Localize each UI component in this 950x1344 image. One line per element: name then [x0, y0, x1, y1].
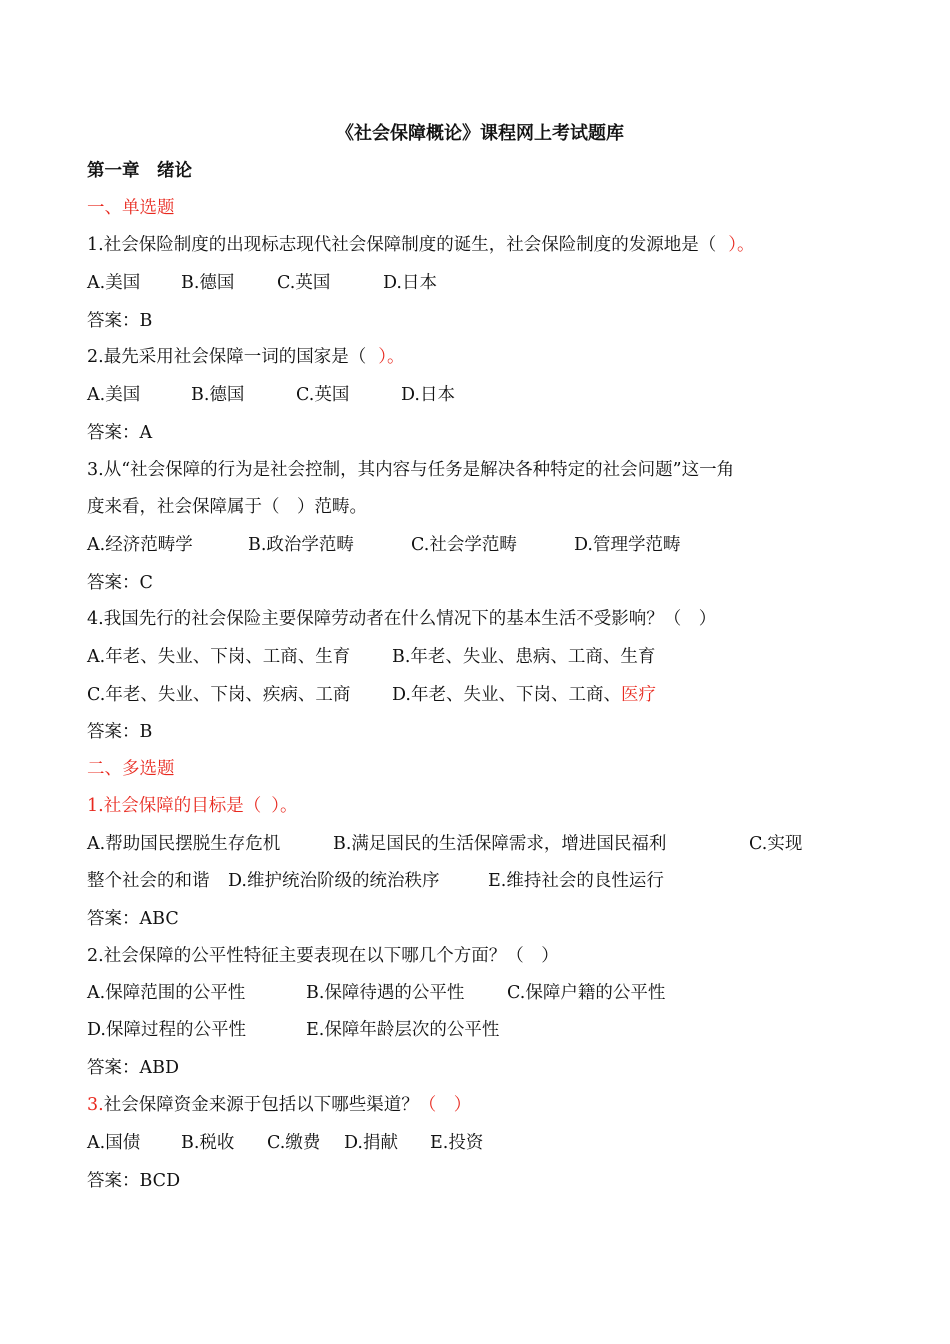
- multi-question-3-answer: 答案：BCD: [87, 1171, 181, 1191]
- option-d: D.捐献: [344, 1133, 398, 1153]
- option-d: D.管理学范畴: [574, 535, 681, 555]
- option-b: B.德国: [181, 273, 235, 293]
- multi-question-1-answer: 答案：ABC: [87, 909, 179, 929]
- option-d: D.维护统治阶级的统治秩序: [228, 871, 440, 891]
- option-b: B.德国: [191, 385, 245, 405]
- multi-question-3-stem: 社会保障资金来源于包括以下哪些渠道？: [103, 1095, 419, 1115]
- question-4-text: 4.我国先行的社会保险主要保障劳动者在什么情况下的基本生活不受影响？（ ）: [87, 609, 717, 629]
- multi-question-3-text: [87, 1093, 830, 1117]
- multi-question-3-paren: （ ）: [418, 1095, 472, 1115]
- question-1-answer: 答案：B: [87, 311, 153, 331]
- multi-question-1-stem: 1.社会保障的目标是（: [87, 796, 262, 816]
- question-1-text: [87, 233, 830, 257]
- option-e: E.投资: [430, 1133, 484, 1153]
- chapter-heading: 第一章 绪论: [87, 161, 192, 181]
- multi-question-1-text: [87, 794, 830, 818]
- option-d: [392, 683, 656, 707]
- option-c-start: C.实现: [749, 834, 803, 854]
- option-c: C.保障户籍的公平性: [507, 983, 666, 1003]
- document-title: 《社会保障概论》课程网上考试题库: [336, 123, 624, 144]
- option-a: A.国债: [87, 1133, 141, 1153]
- option-a: A.保障范围的公平性: [87, 983, 246, 1003]
- option-a: A.美国: [87, 385, 141, 405]
- section-heading-multiple-choice: 二、多选题: [87, 759, 175, 779]
- question-1-stem-end: ）。: [728, 235, 755, 255]
- option-c: C.年老、失业、下岗、疾病、工商: [87, 685, 351, 705]
- question-2-answer: 答案：A: [87, 423, 153, 443]
- option-a: A.经济范畴学: [87, 535, 193, 555]
- option-c-end: 整个社会的和谐: [87, 871, 210, 891]
- multi-question-1-stem-end: ）。: [271, 796, 298, 816]
- question-3-text-line2: 度来看，社会保障属于（ ）范畴。: [87, 497, 367, 517]
- option-c: C.缴费: [267, 1133, 321, 1153]
- question-3-text-line1: 3.从“社会保障的行为是社会控制，其内容与任务是解决各种特定的社会问题”这一角: [87, 460, 735, 480]
- multi-question-2-answer: 答案：ABD: [87, 1058, 180, 1078]
- option-b: B.税收: [181, 1133, 235, 1153]
- option-b: B.政治学范畴: [248, 535, 354, 555]
- section-heading-single-choice: 一、单选题: [87, 198, 175, 218]
- question-2-stem: 2.最先采用社会保障一词的国家是（: [87, 347, 367, 367]
- option-a: A.美国: [87, 273, 141, 293]
- option-b: B.年老、失业、患病、工商、生育: [392, 647, 656, 667]
- multi-question-2-text: 2.社会保障的公平性特征主要表现在以下哪几个方面？（ ）: [87, 946, 559, 966]
- option-e: E.保障年龄层次的公平性: [306, 1020, 500, 1040]
- option-d-prefix: D.年老、失业、下岗、工商、: [392, 685, 621, 705]
- question-1-stem: 1.社会保险制度的出现标志现代社会保障制度的诞生，社会保险制度的发源地是（: [87, 235, 717, 255]
- option-c: C.社会学范畴: [411, 535, 517, 555]
- option-c: C.英国: [277, 273, 331, 293]
- question-2-text: [87, 345, 830, 369]
- question-3-answer: 答案：C: [87, 573, 153, 593]
- option-b: B.满足国民的生活保障需求，增进国民福利: [333, 834, 667, 854]
- question-4-answer: 答案：B: [87, 722, 153, 742]
- option-b: B.保障待遇的公平性: [306, 983, 465, 1003]
- option-d: D.日本: [401, 385, 455, 405]
- option-e: E.维持社会的良性运行: [488, 871, 664, 891]
- question-2-stem-end: ）。: [378, 347, 405, 367]
- option-d: D.日本: [383, 273, 437, 293]
- option-d: D.保障过程的公平性: [87, 1020, 246, 1040]
- option-d-highlight: 医疗: [620, 685, 656, 705]
- option-a: A.年老、失业、下岗、工商、生育: [87, 647, 351, 667]
- option-a: A.帮助国民摆脱生存危机: [87, 834, 281, 854]
- option-c: C.英国: [296, 385, 350, 405]
- multi-question-3-number: 3.: [87, 1095, 104, 1115]
